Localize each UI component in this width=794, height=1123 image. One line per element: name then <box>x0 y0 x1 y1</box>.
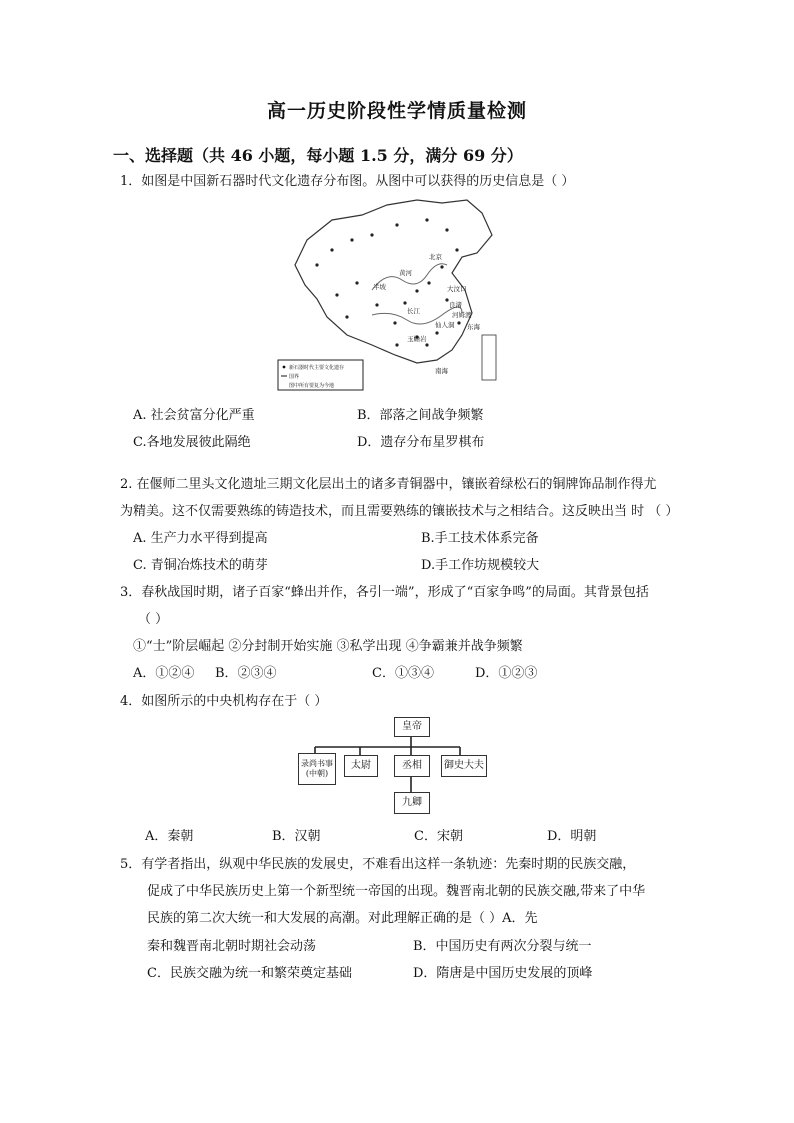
org-box-lushangshushi <box>298 753 336 785</box>
map-label-changjiang: 长江 <box>407 307 420 315</box>
neolithic-map-figure <box>277 195 498 392</box>
map-label-south-sea: 南海 <box>435 367 448 375</box>
org-box-yushidafu: 御史大夫 <box>441 755 487 777</box>
org-box-jiuqing: 九卿 <box>394 792 430 814</box>
question-2-line-2: 为精美。这不仅需要熟练的铸造技术，而且需要熟练的镶嵌技术与之相结合。这反映出当 时 （ ） <box>120 504 679 519</box>
org-box-taiwei: 太尉 <box>344 755 378 777</box>
q4-option-a[interactable]: A．秦朝 <box>145 829 194 844</box>
q3-option-d[interactable]: D．①②③ <box>475 666 538 681</box>
map-label-dawenkou: 大汶口 <box>447 285 467 293</box>
q3-option-a[interactable]: A．①②④ <box>133 666 195 681</box>
org-box-lushangshushi-line-2: (中朝) <box>305 769 329 778</box>
q5-option-b[interactable]: B．中国历史有两次分裂与统一 <box>413 939 592 954</box>
q1-option-a[interactable]: A. 社会贫富分化严重 <box>133 408 255 423</box>
question-3-items: ①“士”阶层崛起 ②分封制开始实施 ③私学出现 ④争霸兼并战争频繁 <box>133 639 523 654</box>
page-title: 高一历史阶段性学情质量检测 <box>266 100 527 122</box>
central-government-org-chart <box>298 717 498 823</box>
map-label-yuchanyan: 玉蟾岩 <box>407 335 427 343</box>
question-5-line-2: 促成了中华民族历史上第一个新型统一帝国的出现。魏晋南北朝的民族交融,带来了中华 <box>147 884 646 899</box>
china-map-image <box>277 195 498 392</box>
legend-note: 图中所有要复为今地 <box>289 383 335 389</box>
q4-option-d[interactable]: D．明朝 <box>547 829 597 844</box>
map-label-liangzhu: 良渚 <box>449 301 462 309</box>
legend-border: 国界 <box>289 374 300 380</box>
map-label-hemudu: 河姆渡 <box>452 311 472 319</box>
question-5-line-3: 民族的第二次大统一和大发展的高潮。对此理解正确的是（ ）A．先 <box>147 911 538 926</box>
q1-option-d[interactable]: D．遗存分布星罗棋布 <box>357 435 485 450</box>
org-box-lushangshushi-line-1: 录尚书事 <box>301 759 333 769</box>
q4-option-c[interactable]: C．宋朝 <box>414 829 463 844</box>
q2-option-a[interactable]: A. 生产力水平得到提高 <box>133 531 268 546</box>
section-heading: 一、选择题（共 46 小题，每小题 1.5 分，满分 69 分） <box>113 146 523 165</box>
map-label-beijing: 北京 <box>429 253 442 261</box>
question-5-line-1: 5．有学者指出，纵观中华民族的发展史，不难看出这样一条轨迹：先秦时期的民族交融， <box>120 857 636 872</box>
map-label-east-sea: 东海 <box>467 323 480 331</box>
map-label-huanghe: 黄河 <box>399 269 412 277</box>
question-4-stem: 4．如图所示的中央机构存在于（ ） <box>120 694 328 709</box>
q3-option-b[interactable]: B．②③④ <box>215 666 277 681</box>
south-china-sea-inset <box>482 335 496 380</box>
q4-option-b[interactable]: B．汉朝 <box>272 829 321 844</box>
q2-option-d[interactable]: D.手工作坊规模较大 <box>421 558 540 573</box>
question-3-line-1: 3．春秋战国时期，诸子百家“蜂出并作，各引一端”，形成了“百家争鸣”的局面。其背景包括 <box>120 585 649 600</box>
q1-option-c[interactable]: C.各地发展彼此隔绝 <box>133 435 251 450</box>
org-box-emperor: 皇帝 <box>394 717 430 737</box>
q2-option-b[interactable]: B.手工技术体系完备 <box>421 531 539 546</box>
q5-option-c[interactable]: C．民族交融为统一和繁荣奠定基础 <box>147 966 352 981</box>
q3-option-c[interactable]: C．①③④ <box>372 666 434 681</box>
question-2-line-1: 2. 在偃师二里头文化遗址三期文化层出土的诸多青铜器中，镶嵌着绿松石的铜牌饰品制作得尤 <box>120 477 657 492</box>
question-3-line-2: （ ） <box>138 612 169 627</box>
org-box-chengxiang: 丞相 <box>394 755 430 777</box>
map-label-banpo: 半坡 <box>373 283 386 291</box>
question-5-line-4: 秦和魏晋南北朝时期社会动荡 <box>147 939 317 954</box>
q1-option-b[interactable]: B．部落之间战争频繁 <box>357 408 484 423</box>
q5-option-d[interactable]: D．隋唐是中国历史发展的顶峰 <box>413 966 593 981</box>
map-label-xianrendong: 仙人洞 <box>435 321 455 329</box>
q2-option-c[interactable]: C. 青铜冶炼技术的萌芽 <box>133 558 268 573</box>
legend-sites: 新石器时代主要文化遗存 <box>289 365 345 371</box>
question-1-stem: 1．如图是中国新石器时代文化遗存分布图。从图中可以获得的历史信息是（ ） <box>120 174 575 189</box>
